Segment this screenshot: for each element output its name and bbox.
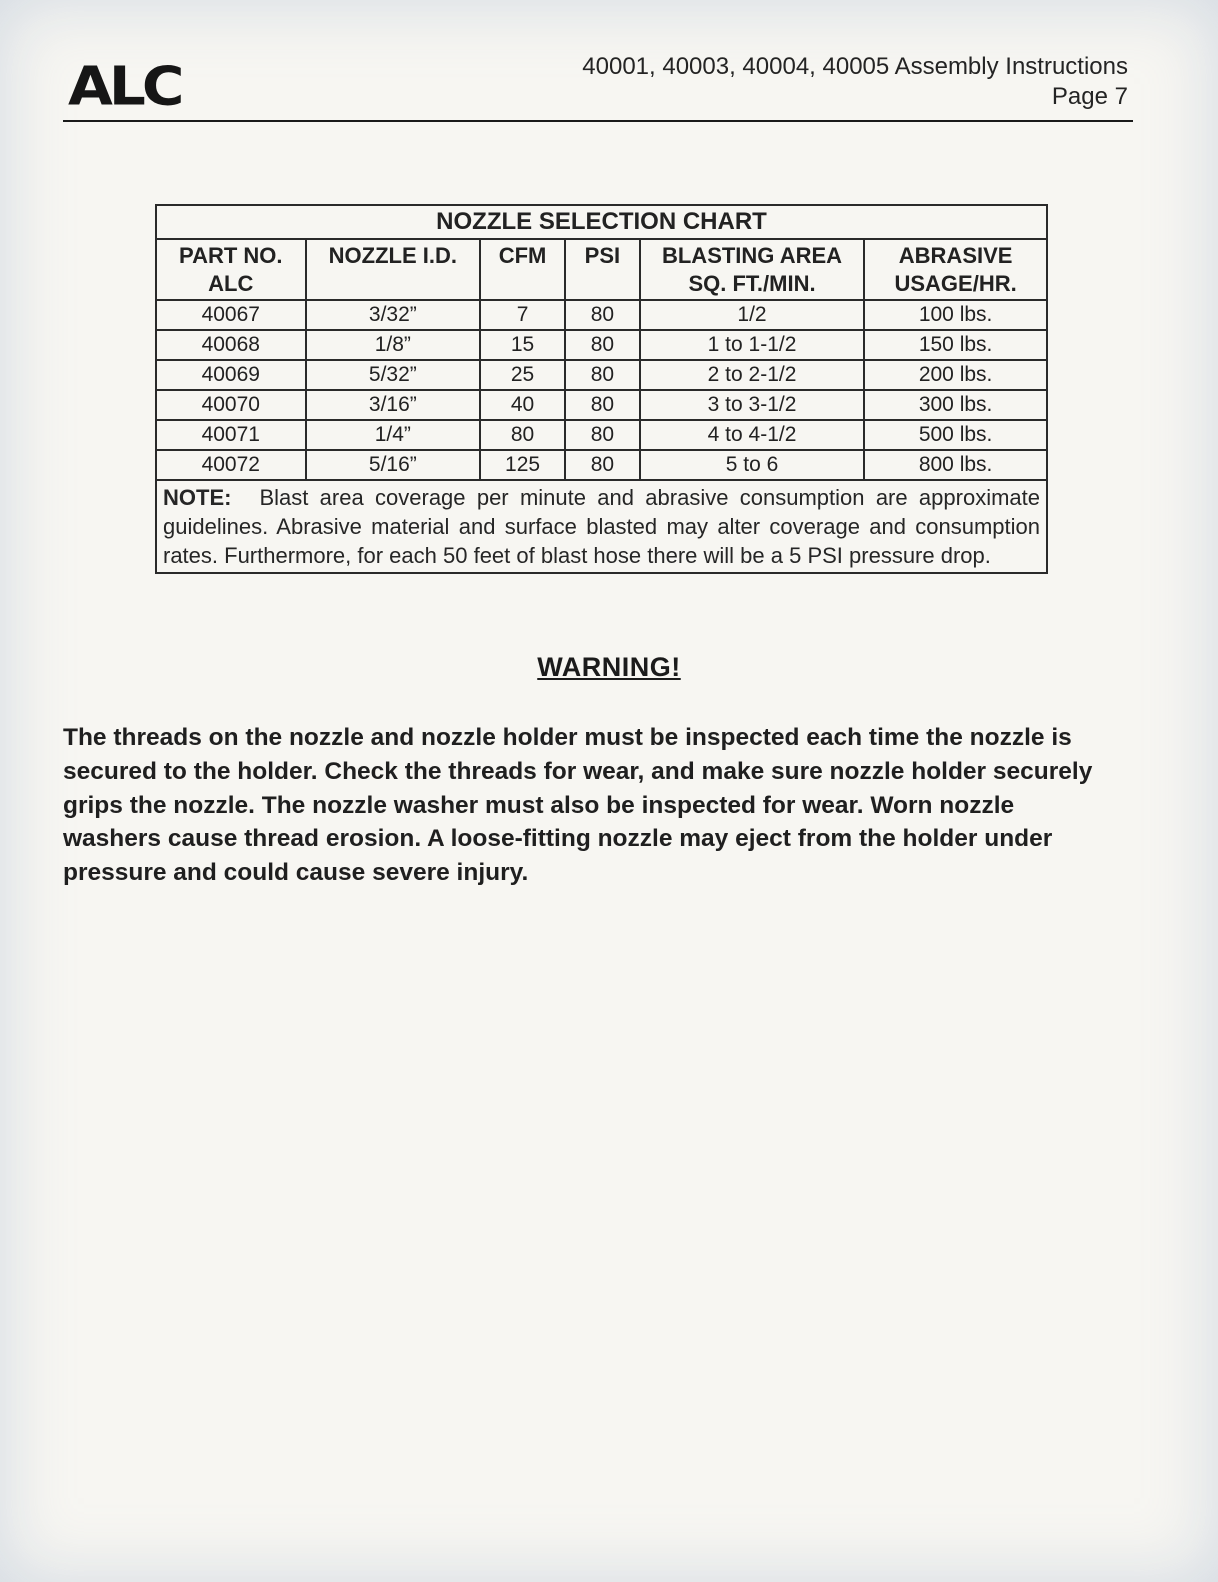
page-header xyxy=(0,0,1218,122)
header-divider xyxy=(63,120,1133,122)
nozzle-selection-table xyxy=(155,204,1048,574)
warning-heading: WARNING! xyxy=(537,652,681,683)
table-note xyxy=(156,480,1047,573)
document-title: 40001, 40003, 40004, 40005 Assembly Instructions xyxy=(582,53,1128,80)
table-row: 40069 5/32” 25 80 2 to 2-1/2 200 lbs. xyxy=(156,360,1047,390)
table-row: 40067 3/32” 7 80 1/2 100 lbs. xyxy=(156,300,1047,330)
table-title: NOZZLE SELECTION CHART xyxy=(156,205,1047,239)
note-label: NOTE: xyxy=(163,485,232,510)
warning-paragraph: The threads on the nozzle and nozzle holder must be inspected each time the nozzle is secured to the holder. Check the threads for wear, and make sure nozzle holder securely grips the nozzle. The nozzle washer must also be inspected for wear. Worn nozzle washers cause thread erosion. A loose-fitting nozzle may eject from the holder under pressure and could cause severe injury. xyxy=(63,724,1093,887)
column-header-part-no: PART NO. ALC xyxy=(156,239,306,300)
table-header-row xyxy=(156,239,1047,300)
column-header-abrasive-usage: ABRASIVE USAGE/HR. xyxy=(864,239,1047,300)
column-header-nozzle-id: NOZZLE I.D. xyxy=(306,239,481,300)
table-row: 40070 3/16” 40 80 3 to 3-1/2 300 lbs. xyxy=(156,390,1047,420)
page-number: Page 7 xyxy=(1051,83,1128,110)
alc-logo: ALC xyxy=(68,54,181,118)
table-row: 40072 5/16” 125 80 5 to 6 800 lbs. xyxy=(156,450,1047,480)
table-title-row xyxy=(156,205,1047,239)
column-header-cfm: CFM xyxy=(480,239,565,300)
header-text xyxy=(0,52,1218,112)
table-row: 40071 1/4” 80 80 4 to 4-1/2 500 lbs. xyxy=(156,420,1047,450)
note-body: Blast area coverage per minute and abrasive consumption are approximate guidelines. Abrasive material and surface blasted may alter coverage and consumption rates. Furthermore, for each 50 feet of blast hose there will be a 5 PSI pressure drop. xyxy=(163,485,1040,569)
column-header-psi: PSI xyxy=(565,239,640,300)
table-row: 40068 1/8” 15 80 1 to 1-1/2 150 lbs. xyxy=(156,330,1047,360)
table-note-row xyxy=(156,480,1047,573)
column-header-blasting-area: BLASTING AREA SQ. FT./MIN. xyxy=(640,239,864,300)
